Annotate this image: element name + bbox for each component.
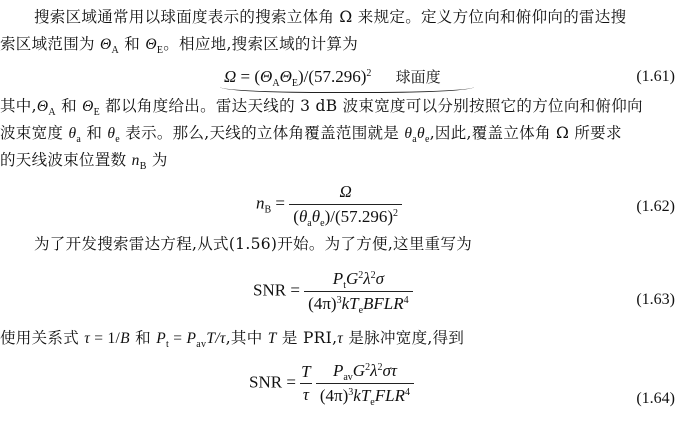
theta-symbol: Θ	[260, 67, 273, 86]
b-symbol: B	[120, 330, 130, 347]
text: 索区域范围为	[0, 35, 101, 53]
g-symbol: G	[352, 361, 366, 380]
subscript: a	[76, 134, 82, 145]
exponent: 2	[365, 362, 371, 373]
numerator: T	[300, 362, 311, 384]
text: 波束宽度	[0, 124, 69, 142]
fraction-t-over-tau	[300, 362, 311, 405]
paragraph-2-line-3	[0, 151, 168, 170]
omega-symbol: Ω	[224, 67, 237, 86]
subscript: t	[165, 339, 170, 350]
subscript: A	[272, 78, 280, 89]
p-symbol: P	[156, 330, 166, 347]
snr-label: SNR	[249, 372, 283, 392]
text: 其中,	[0, 97, 37, 115]
subscript: e	[424, 134, 430, 145]
exponent: 2	[393, 208, 399, 219]
p-symbol: P	[332, 269, 344, 288]
theta-symbol: θ	[417, 125, 425, 142]
g-symbol: G	[345, 269, 359, 288]
exponent: 2	[366, 68, 372, 79]
subscript: e	[370, 397, 375, 408]
theta-symbol: Θ	[100, 36, 112, 53]
exponent: 2	[370, 270, 376, 281]
text: 是 PRI,	[276, 329, 338, 347]
theta-symbol: Θ	[82, 98, 94, 115]
subscript: E	[156, 45, 164, 56]
subscript: av	[343, 372, 353, 383]
subscript: t	[343, 280, 346, 291]
subscript: a	[307, 218, 312, 229]
text: =	[169, 330, 187, 347]
numerator	[304, 269, 412, 292]
sigma-tau-symbol: στ	[382, 361, 397, 380]
fraction	[316, 361, 414, 406]
n-symbol: n	[131, 152, 140, 169]
exponent: 3	[336, 295, 342, 306]
paragraph-1-line-2	[0, 35, 358, 54]
equation-1-64	[249, 361, 414, 406]
denominator	[316, 384, 414, 406]
equals-sign: =	[286, 280, 305, 300]
text: 和	[55, 97, 83, 115]
subscript: e	[115, 134, 121, 145]
paragraph-4-line-1	[0, 329, 464, 348]
t-symbol: T	[267, 330, 277, 347]
text: 是脉冲宽度,得到	[343, 329, 465, 347]
numerator	[289, 182, 402, 205]
text: )/(57.296)	[297, 67, 367, 86]
text: ,其中	[225, 329, 268, 347]
text: 和	[119, 35, 146, 53]
equation-number-1-63: (1.63)	[636, 291, 675, 308]
underbrace-line	[220, 86, 474, 93]
paragraph-2-line-1	[0, 97, 643, 116]
subscript: A	[111, 45, 120, 56]
equals-sign: =	[271, 193, 290, 213]
text: 表示。那么,天线的立体角覆盖范围就是	[120, 124, 405, 142]
equation-1-61	[224, 66, 441, 87]
subscript: E	[291, 78, 298, 89]
subscript: A	[48, 107, 56, 118]
equation-number-1-64: (1.64)	[636, 390, 675, 407]
theta-symbol: θ	[404, 125, 413, 142]
text: (4π)	[308, 294, 337, 313]
text: (4π)	[319, 386, 349, 405]
sigma-symbol: σ	[375, 269, 385, 288]
text: 都以角度给出。雷达天线的 3 dB 波束宽度可以分别按照它的方位向和俯仰向	[100, 97, 643, 115]
paragraph-1-line-1: 搜索区域通常用以球面度表示的搜索立体角 Ω 来规定。定义方位向和俯仰向的雷达搜	[34, 8, 627, 26]
text: 使用关系式	[0, 329, 85, 347]
subscript: e	[358, 305, 364, 316]
theta-symbol: θ	[298, 207, 308, 226]
equation-number-1-61: (1.61)	[636, 68, 675, 85]
kt-symbol: kT	[341, 294, 359, 313]
text: 的天线波束位置数	[0, 151, 132, 169]
omega-symbol: Ω	[339, 182, 352, 201]
text: ,因此,覆盖立体角 Ω 所要求	[429, 124, 622, 142]
denominator	[289, 205, 402, 227]
theta-symbol: Θ	[36, 98, 49, 115]
paragraph-3-line-1: 为了开发搜索雷达方程,从式(1.56)开始。为了方便,这里重写为	[34, 235, 473, 253]
snr-label: SNR	[253, 280, 287, 300]
kt-symbol: kT	[353, 386, 371, 405]
lambda-symbol: λ	[370, 361, 378, 380]
tau-symbol: τ	[84, 330, 91, 347]
subscript: B	[139, 161, 147, 172]
bflr-symbol: BFLR	[363, 294, 404, 313]
text: )/(57.296)	[324, 207, 394, 226]
text: 和	[129, 329, 157, 347]
equation-number-1-62: (1.62)	[636, 198, 675, 215]
text: 为	[146, 151, 168, 169]
subscript: a	[412, 134, 418, 145]
paragraph-2-line-2	[0, 124, 622, 143]
theta-symbol: Θ	[145, 36, 157, 53]
subscript: e	[320, 218, 325, 229]
equals-sign: =	[282, 372, 301, 392]
theta-symbol: θ	[107, 125, 116, 142]
equation-1-63	[253, 269, 413, 314]
subscript: av	[196, 339, 207, 350]
text: = (	[236, 67, 261, 86]
subscript: B	[264, 204, 272, 216]
denominator: τ	[302, 385, 309, 404]
theta-symbol: θ	[311, 207, 321, 226]
unit-label: 球面度	[395, 68, 441, 86]
text: = 1/	[90, 330, 121, 347]
fraction	[289, 182, 402, 227]
p-symbol: P	[332, 361, 344, 380]
lambda-symbol: λ	[363, 269, 371, 288]
numerator	[316, 361, 414, 384]
text: 和	[81, 124, 108, 142]
exponent: 4	[404, 387, 410, 398]
flr-symbol: FLR	[374, 386, 405, 405]
text: (	[293, 207, 299, 226]
fraction	[304, 269, 412, 314]
exponent: 4	[403, 295, 409, 306]
equation-1-62	[256, 182, 402, 227]
tau-symbol: τ	[337, 330, 344, 347]
t-symbol: T	[206, 330, 216, 347]
theta-symbol: θ	[68, 125, 77, 142]
text: 。相应地,搜索区域的计算为	[163, 35, 359, 53]
exponent: 2	[377, 362, 383, 373]
text: /	[215, 330, 220, 347]
n-symbol: n	[256, 193, 265, 213]
subscript: E	[93, 107, 101, 118]
theta-symbol: Θ	[279, 67, 292, 86]
p-symbol: P	[186, 330, 197, 347]
denominator	[304, 292, 412, 314]
exponent: 3	[348, 387, 354, 398]
exponent: 2	[358, 270, 364, 281]
tau-symbol: τ	[219, 330, 226, 347]
